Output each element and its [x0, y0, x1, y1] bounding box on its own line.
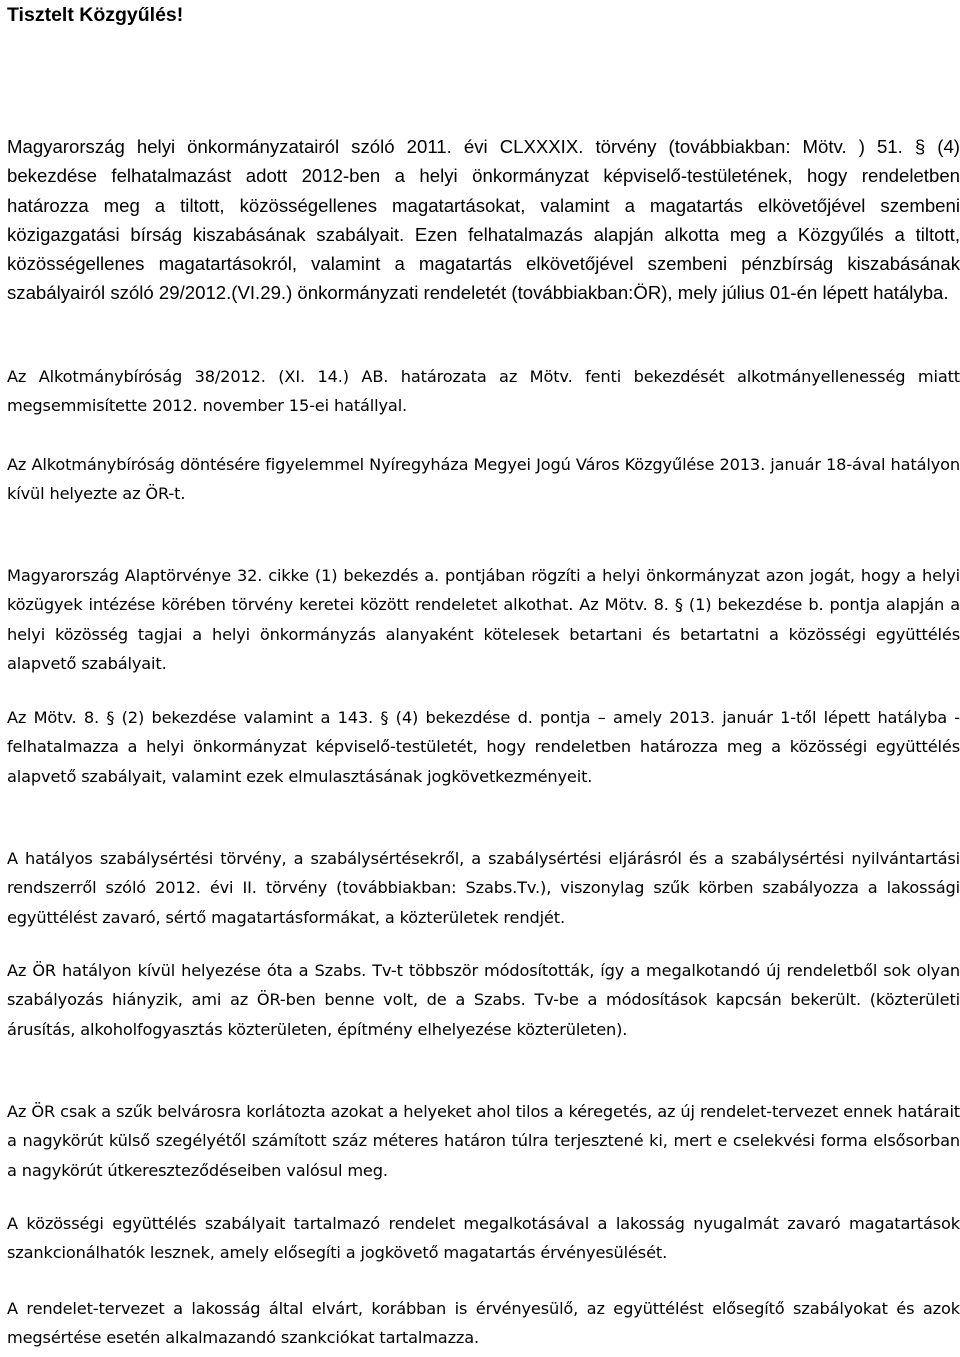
paragraph-mötv-authorization: Magyarország helyi önkormányzatairól szóló 2011. évi CLXXXIX. törvény (továbbiakban: Mötv. ) 51. § (4) bekezdése felhatalmazást adott 2012-ben a helyi önkormányzat képviselő-testületének, hogy rendeletben határozza meg a tiltott, közösségellenes magatartásokat, valamint a magatartás elkövetőjével szembeni közigazgatási bírság kiszabásának szabályait. Ezen felhatalmazás alapján alkotta meg a Közgyűlés a tiltott, közösségellenes magatartásokról, valamint a magatartás elkövetőjével szembeni pénzbírság kiszabásának szabályairól szóló 29/2012.(VI.29.) önkormányzati rendeletét (továbbiakban:ÖR), mely július 01-én lépett hatályba. [7, 136, 960, 304]
paragraph-begging-restriction: Az ÖR csak a szűk belvárosra korlátozta azokat a helyeket ahol tilos a kéregetés, az új rendelet-tervezet ennek határait a nagykörút külső szegélyétől számított száz méteres határon túlra terjesztené ki, mert e cselekvési forma elsősorban a nagykörút útkereszteződéseiben valósul meg. [7, 1102, 960, 1180]
paragraph-constitutional-court-ruling: Az Alkotmánybíróság 38/2012. (XI. 14.) AB. határozata az Mötv. fenti bekezdését alkotmányellenesség miatt megsemmisítette 2012. november 15-ei hatállyal. [7, 367, 960, 416]
paragraph-amendments: Az ÖR hatályon kívül helyezése óta a Szabs. Tv-t többször módosították, így a megalkotandó új rendeletből sok olyan szabályozás hiányzik, ami az ÖR-ben benne volt, de a Szabs. Tv-be a módosítások kapcsán bekerült. (közterületi árusítás, alkoholfogyasztás közterületen, építmény elhelyezése közterületen). [7, 961, 960, 1039]
paragraph-sanctions: A közösségi együttélés szabályait tartalmazó rendelet megalkotásával a lakosság nyugalmát zavaró magatartások szankcionálhatók lesznek, amely elősegíti a jogkövető magatartás érvényesülését. [7, 1214, 960, 1263]
paragraph-mötv-section-8: Az Mötv. 8. § (2) bekezdése valamint a 143. § (4) bekezdése d. pontja – amely 2013. január 1-től lépett hatályba - felhatalmazza a helyi önkormányzat képviselő-testületét, hogy rendeletben határozza meg a közösségi együttélés alapvető szabályait, valamint ezek elmulasztásának jogkövetkezményeit. [7, 708, 960, 786]
paragraph-draft-regulation-content: A rendelet-tervezet a lakosság által elvárt, korábban is érvényesülő, az együttélést elősegítő szabályokat és azok megsértése esetén alkalmazandó szankciókat tartalmazza. [7, 1299, 960, 1348]
paragraph-repeal-of-regulation: Az Alkotmánybíróság döntésére figyelemmel Nyíregyháza Megyei Jogú Város Közgyűlése 2013. január 18-ával hatályon kívül helyezte az ÖR-t. [7, 455, 960, 504]
paragraph-fundamental-law: Magyarország Alaptörvénye 32. cikke (1) bekezdés a. pontjában rögzíti a helyi önkormányzat azon jogát, hogy a helyi közügyek intézése körében törvény keretei között rendeletet alkothat. Az Mötv. 8. § (1) bekezdése b. pontja alapján a helyi közösség tagjai a helyi önkormányzás alanyaként kötelesek betartani és betartatni a közösségi együttélés alapvető szabályait. [7, 566, 960, 673]
paragraph-petty-offence-act: A hatályos szabálysértési törvény, a szabálysértésekről, a szabálysértési eljárásról és a szabálysértési nyilvántartási rendszerről szóló 2012. évi II. törvény (továbbiakban: Szabs.Tv.), viszonylag szűk körben szabályozza a lakossági együttélést zavaró, sértő magatartásformákat, a közterületek rendjét. [7, 849, 960, 927]
document-title: Tisztelt Közgyűlés! [7, 4, 184, 26]
